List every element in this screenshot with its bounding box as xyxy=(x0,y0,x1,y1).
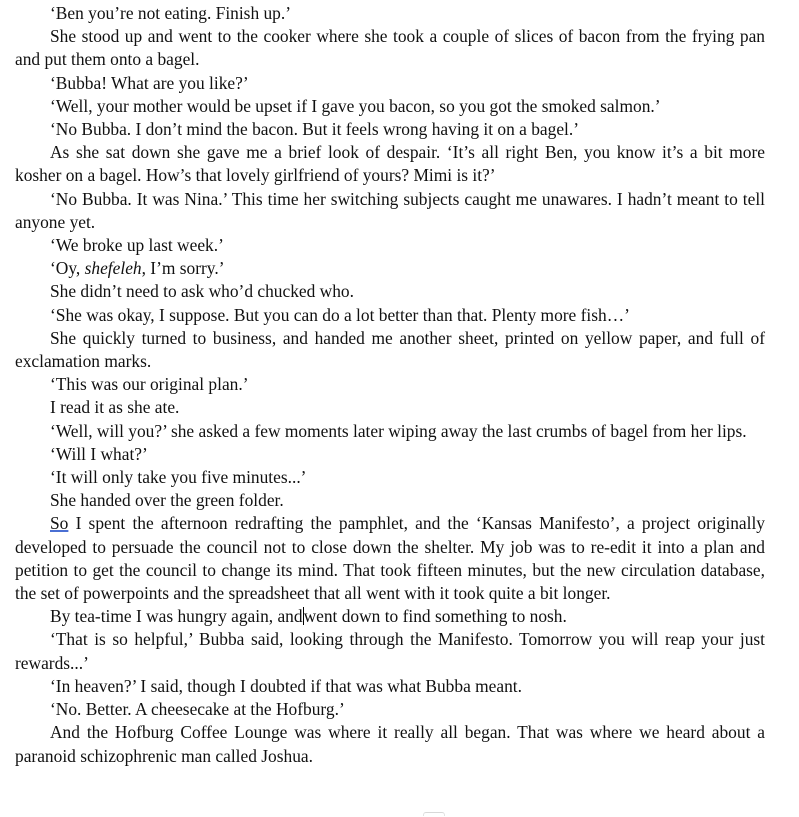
paragraph: ‘Bubba! What are you like?’ xyxy=(50,72,249,93)
paragraph: ‘Well, will you?’ she asked a few moments later wiping away the last crumbs of bagel from her lips. xyxy=(50,420,747,441)
paragraph: As she sat down she gave me a brief look of despair. ‘It’s all right Ben, you know it’s a bit more kosher on a bagel. How’s that lovely girlfriend of yours? Mimi is it?’ xyxy=(15,142,765,186)
text-run: ‘Oy, xyxy=(50,258,85,279)
paragraph: ‘Well, your mother would be upset if I gave you bacon, so you got the smoked salmon.’ xyxy=(50,95,661,116)
spellcheck-underlined-word[interactable]: So xyxy=(50,513,69,534)
paragraph xyxy=(15,605,765,628)
paragraph: ‘No. Better. A cheesecake at the Hofburg.’ xyxy=(50,699,345,720)
text-run: , I’m sorry.’ xyxy=(141,258,225,279)
italic-word: shefeleh xyxy=(84,258,142,279)
paragraph xyxy=(15,257,765,280)
text-run: went down to find something to nosh. xyxy=(303,606,567,627)
paragraph: I read it as she ate. xyxy=(50,397,180,418)
text-run: I spent the afternoon redrafting the pamphlet, and the ‘Kansas Manifesto’, a project originally developed to persuade the council not to close down the shelter. My job was to re-edit it into a plan and petition to get the council to change its mind. That took fifteen minutes, but the new circulation database, the set of powerpoints and the spreadsheet that all went with it took quite a bit longer. xyxy=(15,513,765,604)
text-run: By tea-time I was hungry again, and xyxy=(50,606,303,627)
paragraph: ‘No Bubba. I don’t mind the bacon. But it feels wrong having it on a bagel.’ xyxy=(50,119,580,140)
paragraph: She stood up and went to the cooker where she took a couple of slices of bacon from the frying pan and put them onto a bagel. xyxy=(15,26,765,70)
paragraph: ‘In heaven?’ I said, though I doubted if that was what Bubba meant. xyxy=(50,675,522,696)
paragraph xyxy=(15,512,765,605)
paragraph: ‘Ben you’re not eating. Finish up.’ xyxy=(50,3,292,23)
paragraph: ‘That is so helpful,’ Bubba said, looking through the Manifesto. Tomorrow you will reap your just rewards...’ xyxy=(15,629,765,673)
paragraph: She didn’t need to ask who’d chucked who. xyxy=(50,281,354,302)
paragraph: She handed over the green folder. xyxy=(50,490,284,511)
paragraph: And the Hofburg Coffee Lounge was where it really all began. That was where we heard about a paranoid schizophrenic man called Joshua. xyxy=(15,722,765,766)
paragraph: ‘Will I what?’ xyxy=(50,443,148,464)
paragraph: ‘She was okay, I suppose. But you can do a lot better than that. Plenty more fish…’ xyxy=(50,304,630,325)
document-page[interactable] xyxy=(15,0,765,768)
paragraph: ‘This was our original plan.’ xyxy=(50,374,249,395)
page-edge-tab xyxy=(423,812,445,816)
paragraph: ‘We broke up last week.’ xyxy=(50,235,224,256)
paragraph: She quickly turned to business, and handed me another sheet, printed on yellow paper, and full of exclamation marks. xyxy=(15,327,765,372)
paragraph: ‘It will only take you five minutes...’ xyxy=(50,467,307,488)
paragraph: ‘No Bubba. It was Nina.’ This time her switching subjects caught me unawares. I hadn’t meant to tell anyone yet. xyxy=(15,188,765,232)
